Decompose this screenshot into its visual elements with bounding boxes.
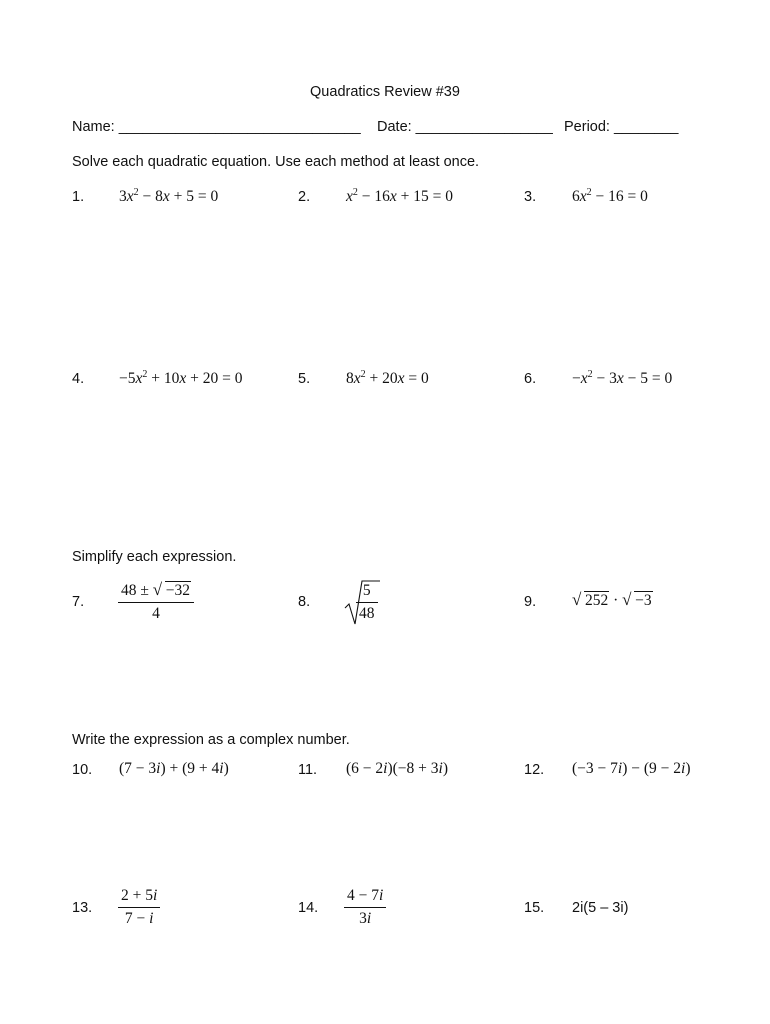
problem-10-expression: (7 − 3i) + (9 + 4i) xyxy=(119,760,229,777)
page-title: Quadratics Review #39 xyxy=(310,84,460,100)
radicand: −3 xyxy=(635,592,652,609)
problem-number: 8. xyxy=(298,594,311,610)
problem-7-expression xyxy=(118,582,194,623)
problem-9-expression: √ 252 · √ −3 xyxy=(572,590,652,609)
problem-13-expression xyxy=(118,887,160,928)
problem-number: 7. xyxy=(72,594,85,610)
problem-number: 12. xyxy=(524,762,545,778)
date-field-label: Date: _________________ xyxy=(377,119,553,135)
problem-number: 11. xyxy=(298,762,318,778)
fraction-numerator: 4 − 7i xyxy=(344,887,386,908)
problem-5-equation: $8x^2 + 20x = 0$ xyxy=(346,369,429,388)
fraction-denominator: 7 − i xyxy=(124,910,154,927)
fraction-denominator: 4 xyxy=(152,605,160,622)
radicand: 252 xyxy=(585,592,609,609)
problem-1-equation: $3x^2 - 8x + 5 = 0$ xyxy=(119,187,219,206)
radical-sign-icon: √ xyxy=(152,580,163,599)
problem-12-expression: (−3 − 7i) − (9 − 2i) xyxy=(572,760,691,777)
problem-number: 5. xyxy=(298,371,311,387)
problem-number: 6. xyxy=(524,371,537,387)
problem-8-expression xyxy=(344,580,378,623)
problem-3-equation: $6x^2 - 16 = 0$ xyxy=(572,187,648,206)
problem-6-equation: $-x^2 - 3x - 5 = 0$ xyxy=(572,369,673,388)
complex-instructions: Write the expression as a complex number. xyxy=(72,732,350,748)
problem-4-equation: $-5x^2 + 10x + 20 = 0$ xyxy=(119,369,243,388)
radical-sign-icon xyxy=(344,580,380,626)
problem-number: 4. xyxy=(72,371,85,387)
problem-number: 14. xyxy=(298,900,319,916)
problem-number: 1. xyxy=(72,189,85,205)
period-field-label: Period: ________ xyxy=(564,119,679,135)
problem-2-equation: $x^2 - 16x + 15 = 0$ xyxy=(346,187,454,206)
problem-number: 10. xyxy=(72,762,93,778)
fraction-denominator: 3i xyxy=(359,910,372,927)
solve-instructions: Solve each quadratic equation. Use each method at least once. xyxy=(72,154,480,170)
problem-number: 9. xyxy=(524,594,537,610)
radical xyxy=(153,582,191,600)
name-field-label: Name: ______________________________ xyxy=(72,119,361,135)
fraction-denominator: 48 xyxy=(359,605,375,622)
simplify-instructions: Simplify each expression. xyxy=(72,549,237,565)
problem-number: 2. xyxy=(298,189,311,205)
problem-15-expression: 2i(5 – 3i) xyxy=(572,900,629,916)
problem-14-expression xyxy=(344,887,386,928)
radicand: −32 xyxy=(165,582,191,599)
fraction-numerator: 2 + 5i xyxy=(118,887,160,908)
fraction-numerator: 48 ± xyxy=(121,582,149,599)
problem-number: 13. xyxy=(72,900,93,916)
radical-sign-icon: √ xyxy=(572,590,582,609)
fraction-numerator: 5 xyxy=(356,582,378,603)
problem-11-expression: (6 − 2i)(−8 + 3i) xyxy=(346,760,449,777)
problem-number: 15. xyxy=(524,900,545,916)
problem-number: 3. xyxy=(524,189,537,205)
radical-sign-icon: √ xyxy=(622,590,632,609)
